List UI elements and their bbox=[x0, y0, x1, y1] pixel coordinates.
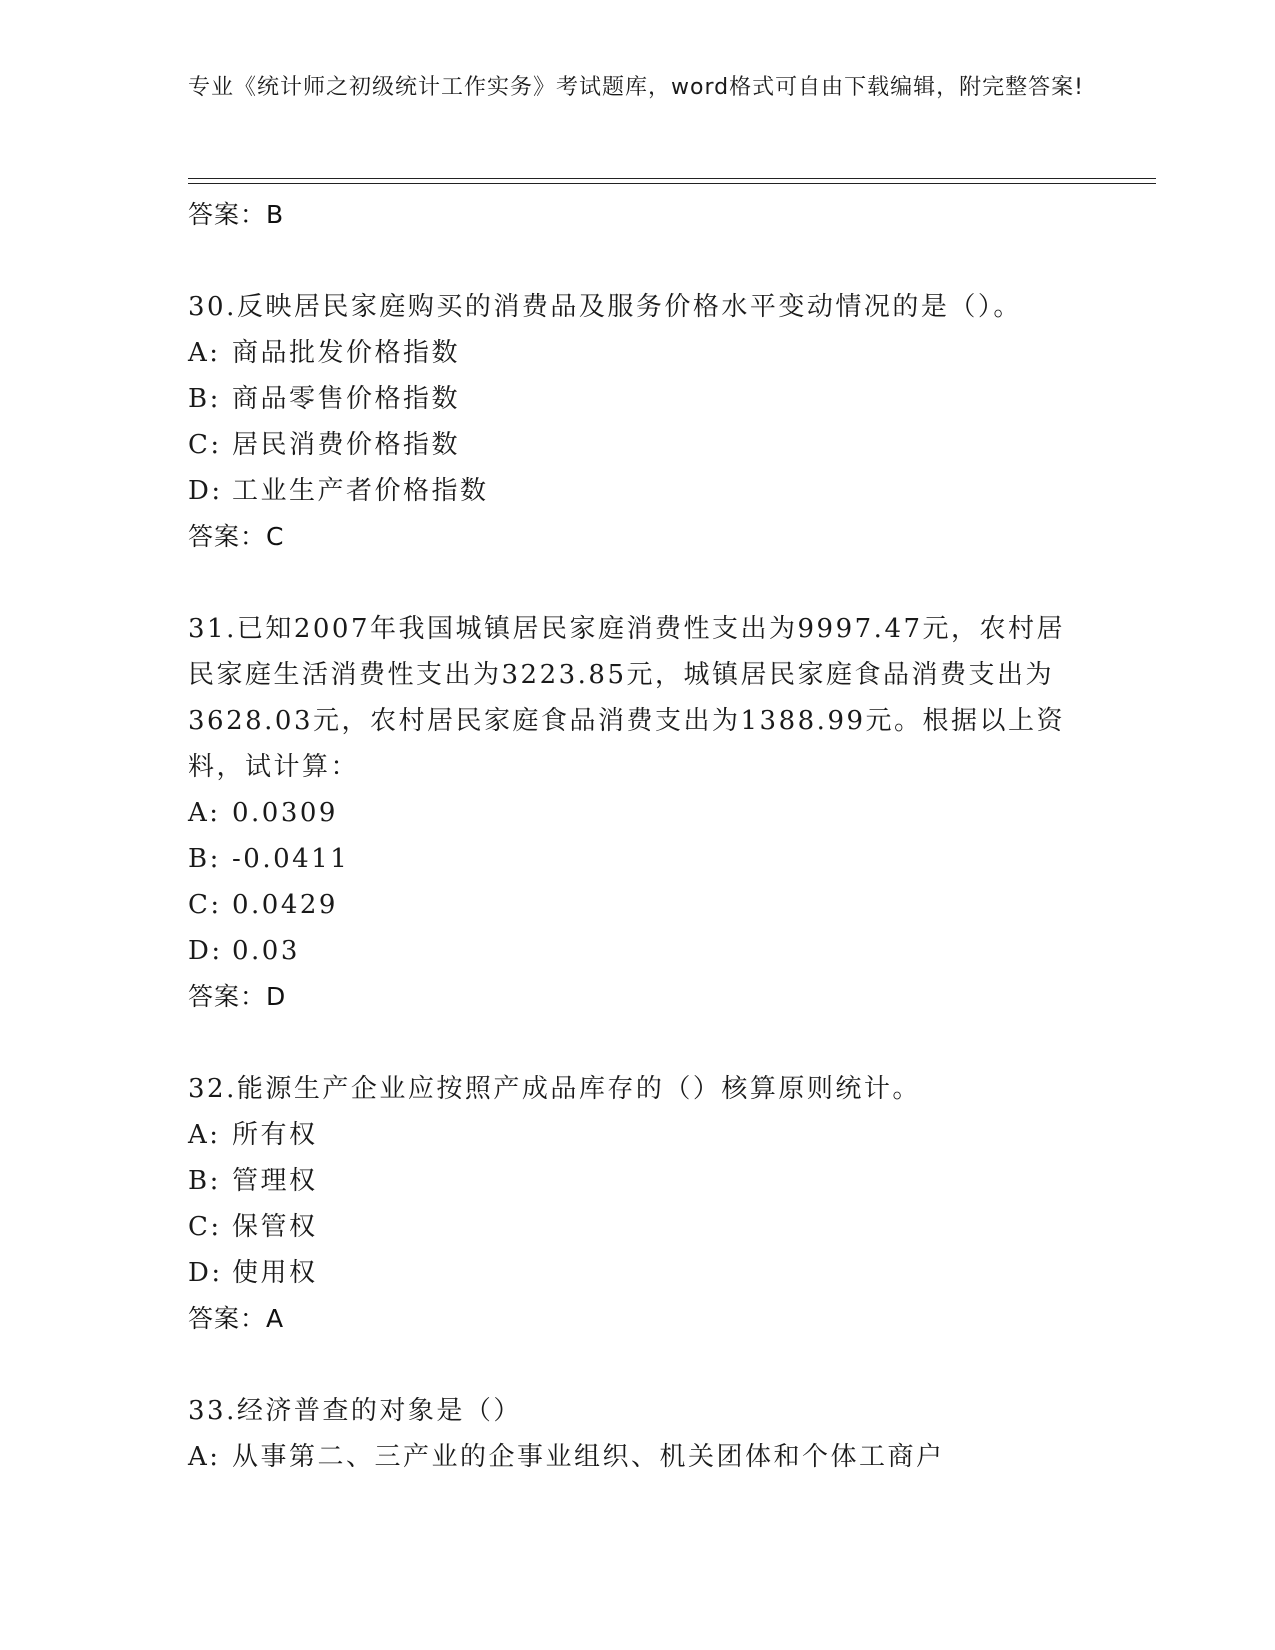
question-stem: 31.已知2007年我国城镇居民家庭消费性支出为9997.47元，农村居民家庭生活消费性支出为3223.85元，城镇居民家庭食品消费支出为3628.03元，农村居民家庭食品消费支出为1388.99元。根据以上资料，试计算： bbox=[188, 614, 1066, 782]
option-text: 居民消费价格指数 bbox=[232, 430, 461, 460]
option-text: 管理权 bbox=[232, 1166, 318, 1196]
answer-value: A bbox=[266, 1304, 285, 1333]
answer-line bbox=[188, 974, 1088, 1020]
option-b bbox=[188, 376, 1088, 422]
option-text: 商品批发价格指数 bbox=[232, 338, 461, 368]
option-key: A: bbox=[188, 1120, 221, 1150]
answer-label: 答案： bbox=[188, 200, 267, 229]
option-d bbox=[188, 1250, 1088, 1296]
option-key: C: bbox=[188, 890, 222, 920]
page-header: 专业《统计师之初级统计工作实务》考试题库，word格式可自由下载编辑，附完整答案! bbox=[188, 75, 1084, 100]
option-key: D: bbox=[188, 936, 223, 966]
answer-label: 答案： bbox=[188, 1304, 267, 1333]
option-text: 从事第二、三产业的企事业组织、机关团体和个体工商户 bbox=[232, 1442, 945, 1472]
option-text: 0.03 bbox=[232, 936, 300, 966]
answer-value: C bbox=[266, 522, 285, 551]
option-d bbox=[188, 928, 1088, 974]
option-a bbox=[188, 790, 1088, 836]
question-list bbox=[188, 192, 1088, 1480]
option-text: 工业生产者价格指数 bbox=[232, 476, 489, 506]
answer-value: B bbox=[266, 200, 285, 229]
answer-line bbox=[188, 514, 1088, 560]
option-text: 商品零售价格指数 bbox=[232, 384, 461, 414]
option-key: B: bbox=[188, 384, 221, 414]
option-text: 0.0309 bbox=[232, 798, 338, 828]
option-c bbox=[188, 882, 1088, 928]
option-d bbox=[188, 468, 1088, 514]
option-text: 保管权 bbox=[232, 1212, 318, 1242]
option-b bbox=[188, 1158, 1088, 1204]
question-block bbox=[188, 1066, 1088, 1342]
option-key: A: bbox=[188, 338, 221, 368]
question-stem: 32.能源生产企业应按照产成品库存的（）核算原则统计。 bbox=[188, 1074, 921, 1104]
question-block bbox=[188, 1388, 1088, 1480]
option-c bbox=[188, 422, 1088, 468]
option-text: 0.0429 bbox=[232, 890, 338, 920]
answer-line bbox=[188, 1296, 1088, 1342]
question-stem: 30.反映居民家庭购买的消费品及服务价格水平变动情况的是（）。 bbox=[188, 292, 1022, 322]
option-a bbox=[188, 330, 1088, 376]
option-key: C: bbox=[188, 1212, 222, 1242]
option-text: -0.0411 bbox=[232, 844, 350, 874]
option-a bbox=[188, 1112, 1088, 1158]
option-key: B: bbox=[188, 844, 221, 874]
option-text: 所有权 bbox=[232, 1120, 318, 1150]
option-key: D: bbox=[188, 476, 223, 506]
answer-value: D bbox=[266, 982, 287, 1011]
option-key: A: bbox=[188, 798, 221, 828]
answer-label: 答案： bbox=[188, 982, 267, 1011]
option-key: B: bbox=[188, 1166, 221, 1196]
option-c bbox=[188, 1204, 1088, 1250]
question-block bbox=[188, 606, 1088, 1020]
option-key: C: bbox=[188, 430, 222, 460]
question-block bbox=[188, 284, 1088, 560]
answer-label: 答案： bbox=[188, 522, 267, 551]
option-a bbox=[188, 1434, 1088, 1480]
option-b bbox=[188, 836, 1088, 882]
question-stem: 33.经济普查的对象是（） bbox=[188, 1396, 522, 1426]
option-text: 使用权 bbox=[232, 1258, 318, 1288]
option-key: A: bbox=[188, 1442, 221, 1472]
option-key: D: bbox=[188, 1258, 223, 1288]
header-divider bbox=[188, 178, 1156, 184]
answer-line bbox=[188, 192, 1088, 238]
